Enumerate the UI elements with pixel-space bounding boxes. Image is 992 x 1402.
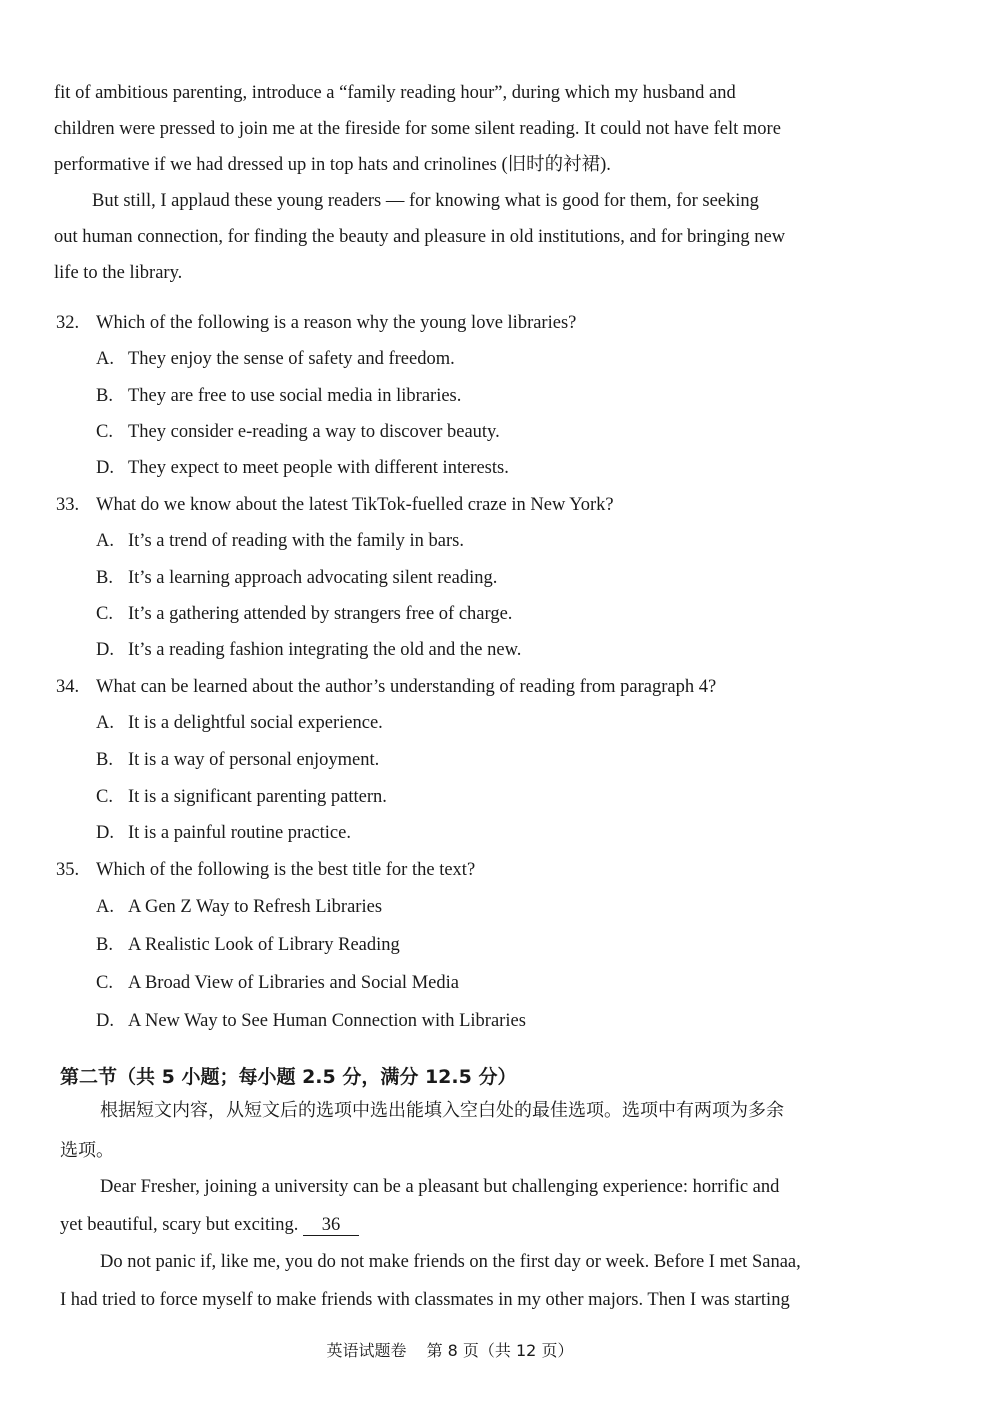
page-footer [0, 1338, 900, 1361]
option-text: A Realistic Look of Library Reading [128, 935, 400, 955]
section-instruction: 根据短文内容，从短文后的选项中选出能填入空白处的最佳选项。选项中有两项为多余 [100, 1100, 784, 1121]
section-instruction: 选项。 [60, 1140, 114, 1161]
option-34-c[interactable] [96, 785, 387, 809]
option-33-b[interactable] [96, 566, 497, 590]
option-32-c[interactable] [96, 420, 500, 444]
passage-line: fit of ambitious parenting, introduce a “family reading hour”, during which my husband and [54, 83, 736, 103]
option-text: It is a delightful social experience. [128, 713, 383, 733]
option-text: It’s a reading fashion integrating the old and the new. [128, 640, 522, 660]
passage-line: But still, I applaud these young readers — for knowing what is good for them, for seeking [92, 191, 759, 211]
option-letter: A. [96, 713, 114, 733]
option-35-d[interactable] [96, 1009, 526, 1033]
option-34-b[interactable] [96, 748, 379, 772]
option-text: It is a way of personal enjoyment. [128, 750, 380, 770]
option-letter: A. [96, 531, 114, 551]
passage2-line: Dear Fresher, joining a university can be a pleasant but challenging experience: horrific and [100, 1177, 780, 1197]
option-35-b[interactable] [96, 933, 400, 957]
option-text: They consider e-reading a way to discover beauty. [128, 422, 500, 442]
question-number: 35. [56, 860, 80, 880]
option-letter: D. [96, 458, 114, 478]
option-34-a[interactable] [96, 711, 383, 735]
question-34 [56, 675, 716, 699]
question-35 [56, 858, 475, 882]
passage2-line [60, 1213, 359, 1237]
question-text: What do we know about the latest TikTok-fuelled craze in New York? [96, 495, 614, 515]
option-letter: C. [96, 787, 113, 807]
option-letter: C. [96, 973, 113, 993]
option-text: A New Way to See Human Connection with Libraries [128, 1011, 526, 1031]
option-letter: A. [96, 349, 114, 369]
option-text: It is a painful routine practice. [128, 823, 351, 843]
passage2-line: I had tried to force myself to make friends with classmates in my other majors. Then I was starting [60, 1290, 790, 1310]
option-letter: A. [96, 897, 114, 917]
option-letter: B. [96, 935, 113, 955]
passage-line: performative if we had dressed up in top hats and crinolines (旧时的衬裙). [54, 155, 611, 175]
passage-line: children were pressed to join me at the fireside for some silent reading. It could not have felt more [54, 119, 781, 139]
option-33-a[interactable] [96, 529, 464, 553]
option-text: It’s a trend of reading with the family in bars. [128, 531, 464, 551]
option-34-d[interactable] [96, 821, 351, 845]
passage-line: out human connection, for finding the beauty and pleasure in old institutions, and for bringing new [54, 227, 786, 247]
option-letter: B. [96, 750, 113, 770]
option-letter: D. [96, 1011, 114, 1031]
option-32-b[interactable] [96, 384, 461, 408]
footer-page-number: 第 8 页（共 12 页） [426, 1341, 574, 1360]
option-text: A Gen Z Way to Refresh Libraries [128, 897, 383, 917]
option-35-a[interactable] [96, 895, 382, 919]
option-32-d[interactable] [96, 456, 509, 480]
option-text: They expect to meet people with different interests. [128, 458, 509, 478]
question-text: What can be learned about the author’s understanding of reading from paragraph 4? [96, 677, 717, 697]
question-text: Which of the following is the best title for the text? [96, 860, 476, 880]
question-number: 33. [56, 495, 80, 515]
option-33-c[interactable] [96, 602, 512, 626]
question-33 [56, 493, 614, 517]
option-33-d[interactable] [96, 638, 521, 662]
option-text: It’s a gathering attended by strangers free of charge. [128, 604, 513, 624]
option-text: They are free to use social media in libraries. [128, 386, 462, 406]
option-letter: D. [96, 823, 114, 843]
option-text: They enjoy the sense of safety and freedom. [128, 349, 455, 369]
option-35-c[interactable] [96, 971, 459, 995]
footer-subject: 英语试题卷 [326, 1341, 407, 1360]
answer-blank-36[interactable]: 36 [303, 1215, 359, 1236]
option-text: A Broad View of Libraries and Social Media [128, 973, 459, 993]
option-letter: C. [96, 422, 113, 442]
option-letter: B. [96, 386, 113, 406]
option-text: It’s a learning approach advocating silent reading. [128, 568, 498, 588]
passage2-text: yet beautiful, scary but exciting. [60, 1215, 299, 1235]
question-number: 32. [56, 313, 80, 333]
passage2-line: Do not panic if, like me, you do not make friends on the first day or week. Before I met Sanaa, [100, 1252, 801, 1272]
passage-line: life to the library. [54, 263, 183, 283]
section-heading: 第二节（共 5 小题；每小题 2.5 分，满分 12.5 分） [60, 1066, 517, 1088]
option-letter: C. [96, 604, 113, 624]
question-number: 34. [56, 677, 80, 697]
option-letter: D. [96, 640, 114, 660]
question-32 [56, 311, 576, 335]
option-text: It is a significant parenting pattern. [128, 787, 387, 807]
option-letter: B. [96, 568, 113, 588]
question-text: Which of the following is a reason why the young love libraries? [96, 313, 577, 333]
option-32-a[interactable] [96, 347, 455, 371]
